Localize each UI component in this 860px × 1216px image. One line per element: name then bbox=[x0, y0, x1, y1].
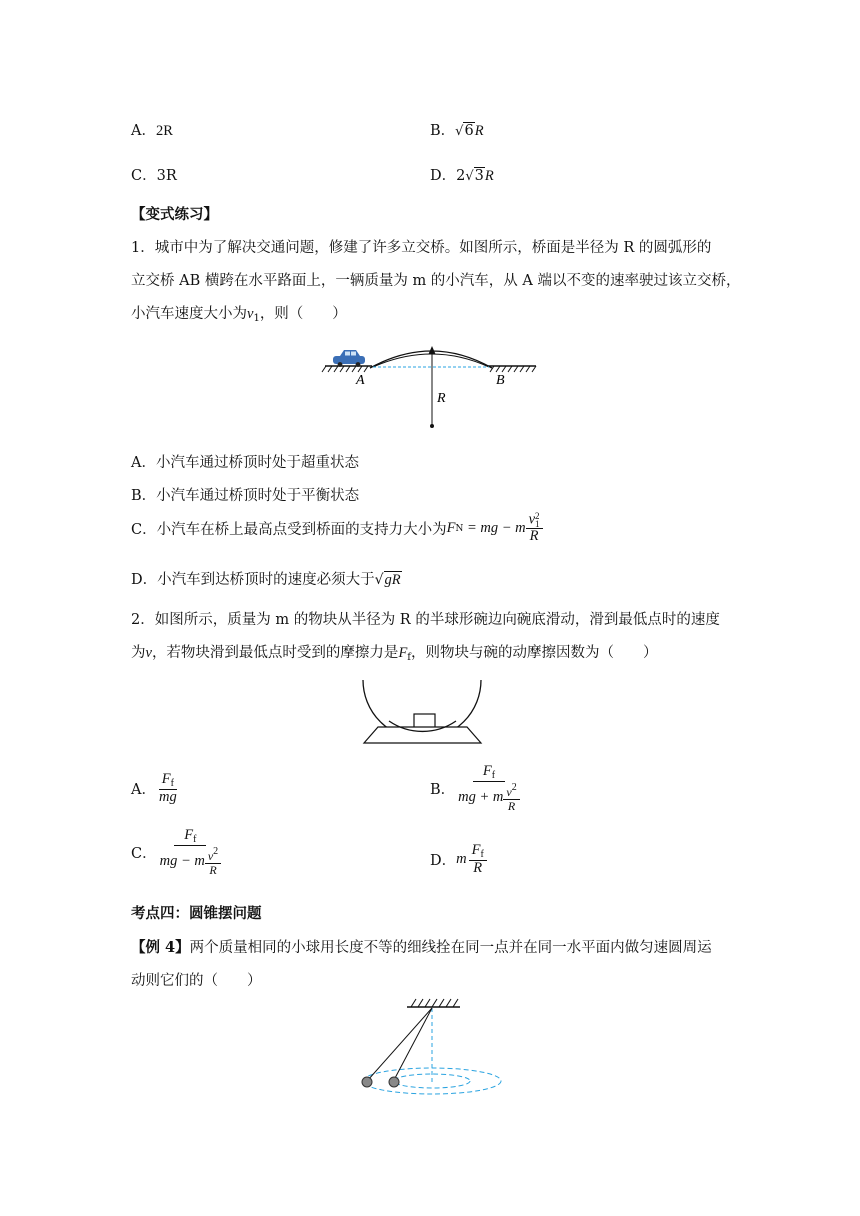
frac-num: v bbox=[528, 511, 536, 528]
q2-line2-a: 为 bbox=[131, 645, 146, 661]
option-root: 3 bbox=[474, 168, 484, 184]
inner-den: R bbox=[209, 863, 217, 878]
option-fraction bbox=[455, 764, 523, 813]
q1-line3 bbox=[131, 302, 347, 324]
bridge-label-b: B bbox=[496, 373, 505, 388]
frac-num-sub: f bbox=[491, 770, 496, 781]
section-heading: 【变式练习】 bbox=[131, 206, 218, 223]
inner-sup: 2 bbox=[213, 846, 219, 857]
inner-den: R bbox=[507, 799, 516, 814]
option-var: R bbox=[474, 123, 484, 139]
bridge-figure bbox=[320, 340, 545, 432]
option-coef: 2 bbox=[456, 168, 466, 184]
option-label: D． bbox=[430, 168, 457, 184]
bridge-label-a: A bbox=[356, 373, 365, 388]
option-fraction bbox=[156, 772, 180, 806]
q2-line2-f: F bbox=[398, 645, 408, 661]
q2-line2-b: ，若物块滑到最低点时受到的摩擦力是 bbox=[151, 645, 399, 661]
formula-root: gR bbox=[384, 572, 401, 588]
option-value: 3R bbox=[156, 168, 177, 184]
q1-option-d[interactable]: D．小汽车到达桥顶时的速度必须大于√gR bbox=[131, 572, 401, 588]
formula-fraction bbox=[526, 512, 543, 545]
option-pre: m bbox=[456, 851, 467, 868]
frac-den: R bbox=[473, 860, 483, 876]
car-icon bbox=[333, 350, 365, 367]
q1-line3-text: 小汽车速度大小为 bbox=[131, 306, 247, 322]
option-var: R bbox=[484, 168, 494, 184]
option-label: D． bbox=[430, 853, 457, 870]
example4-line2: 动则它们的（ ） bbox=[131, 973, 262, 989]
formula-lhs: F bbox=[446, 520, 456, 537]
q1-line3-end: ，则（ ） bbox=[259, 306, 347, 322]
q2-line2-v: v bbox=[145, 645, 152, 661]
conical-pendulum-figure bbox=[355, 995, 505, 1095]
q2-line1: 2．如图所示，质量为 m 的物块从半径为 R 的半球形碗边向碗底滑动，滑到最低点时的速度 bbox=[131, 612, 720, 628]
frac-den: mg bbox=[158, 789, 177, 805]
formula-lhs-sub: N bbox=[455, 523, 464, 534]
q2-option-b[interactable] bbox=[430, 764, 523, 813]
frac-den-pre: mg + m bbox=[458, 788, 504, 805]
frac-num: F bbox=[184, 827, 194, 843]
frac-num: F bbox=[161, 771, 171, 787]
q2-line2-c: ，则物块与碗的动摩擦因数为（ ） bbox=[411, 645, 658, 661]
prev-option-a[interactable] bbox=[131, 119, 173, 140]
q1-option-d-text: D．小汽车到达桥顶时的速度必须大于 bbox=[131, 572, 375, 588]
q1-option-b[interactable]: B．小汽车通过桥顶时处于平衡状态 bbox=[131, 488, 360, 504]
example4-label: 【例 4】 bbox=[131, 939, 190, 956]
option-value: 2R bbox=[155, 123, 173, 139]
frac-num-sup: 2 bbox=[535, 511, 540, 521]
q1-line2: 立交桥 AB 横跨在水平路面上，一辆质量为 m 的小汽车，从 A 端以不变的速率驶过该立交桥， bbox=[131, 273, 741, 289]
example4-text: 两个质量相同的小球用长度不等的细线拴在同一点并在同一水平面内做匀速圆周运 bbox=[189, 940, 712, 956]
bridge-label-r: R bbox=[437, 391, 446, 406]
frac-num-sub: f bbox=[170, 778, 174, 789]
option-label: A． bbox=[131, 123, 156, 139]
inner-num: v bbox=[207, 849, 214, 863]
q2-option-c[interactable] bbox=[131, 828, 224, 877]
option-fraction bbox=[469, 843, 487, 877]
q2-line2 bbox=[131, 641, 658, 663]
q1-line3-var: v bbox=[247, 306, 254, 322]
option-label: C． bbox=[131, 168, 157, 184]
q1-option-a[interactable]: A．小汽车通过桥顶时处于超重状态 bbox=[131, 455, 359, 471]
q1-option-c[interactable] bbox=[131, 512, 543, 545]
q2-line2-f-sub: f bbox=[407, 652, 411, 663]
option-label: B． bbox=[430, 782, 456, 799]
topic4-heading: 考点四：圆锥摆问题 bbox=[131, 905, 262, 922]
option-label: A． bbox=[131, 782, 156, 799]
frac-num-sub: f bbox=[480, 849, 484, 860]
option-label: B． bbox=[430, 123, 456, 139]
option-label: C． bbox=[131, 846, 157, 863]
q2-option-d[interactable] bbox=[430, 843, 487, 877]
frac-num: F bbox=[482, 763, 492, 779]
inner-num: v bbox=[506, 785, 512, 799]
formula-mid: = mg − m bbox=[463, 520, 526, 537]
frac-den: R bbox=[529, 528, 539, 545]
frac-den-pre: mg − m bbox=[159, 852, 205, 869]
frac-num-sub: f bbox=[193, 834, 197, 845]
frac-num: F bbox=[471, 842, 481, 858]
prev-option-d[interactable]: D．2√3R bbox=[430, 168, 494, 184]
option-fraction bbox=[157, 828, 225, 877]
q1-option-c-text: C．小汽车在桥上最高点受到桥面的支持力大小为 bbox=[131, 522, 447, 539]
bowl-figure bbox=[350, 676, 495, 748]
q1-line3-sub: 1 bbox=[253, 313, 260, 324]
option-root: 6 bbox=[464, 123, 474, 139]
example4-line1 bbox=[131, 936, 712, 957]
inner-sup: 2 bbox=[511, 782, 517, 793]
q2-option-a[interactable] bbox=[131, 772, 180, 806]
frac-num-sub: 1 bbox=[535, 519, 540, 530]
q1-line1: 1．城市中为了解决交通问题，修建了许多立交桥。如图所示，桥面是半径为 R 的圆弧形的 bbox=[131, 240, 712, 256]
prev-option-b[interactable]: B．√6R bbox=[430, 123, 484, 139]
prev-option-c[interactable] bbox=[131, 164, 177, 185]
